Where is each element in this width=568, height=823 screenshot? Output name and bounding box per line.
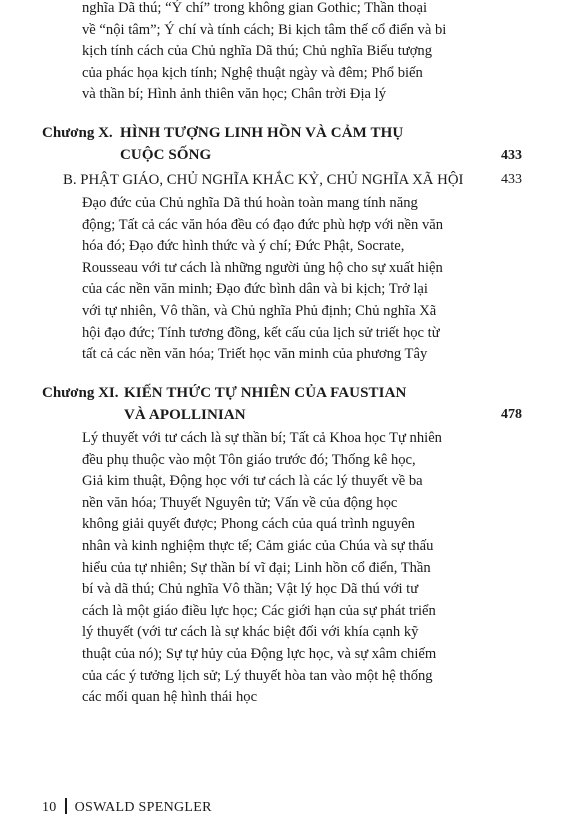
description-line: tất cả các nền văn hóa; Triết học văn minh của phương Tây <box>82 346 428 363</box>
description-line: hội đạo đức; Tính tương đồng, kết cấu của lịch sử triết học từ <box>82 324 440 341</box>
description-line: lý thuyết (với tư cách là sự khác biệt đối với khía cạnh kỹ <box>82 624 419 641</box>
description-line: hóa đó; Đạo đức hình thức và ý chí; Đức Phật, Socrate, <box>82 238 405 255</box>
description-line: nghĩa Dã thú; “Ý chí” trong không gian Gothic; Thần thoại <box>82 0 428 16</box>
description-line: không giải quyết được; Phong cách của quá trình nguyên <box>82 516 415 533</box>
chapter-xi-title-line2: VÀ APOLLINIAN <box>124 407 246 423</box>
footer-author: OSWALD SPENGLER <box>74 800 212 815</box>
chapter-x-title-line2: CUỘC SỐNG <box>120 147 212 163</box>
description-line: bí và dã thú; Chủ nghĩa Vô thần; Vật lý học Dã thú với tư <box>82 581 419 598</box>
description-line: thuật của nó); Sự tự hủy của Động lực học, và sự xâm chiếm <box>82 645 437 662</box>
toc-continuation-description <box>82 0 512 106</box>
page-footer <box>42 798 212 818</box>
footer-separator <box>65 798 67 814</box>
description-line: các mối quan hệ hình thái học <box>82 689 258 706</box>
description-line: và thần bí; Hình ảnh thiên văn học; Chân trời Địa lý <box>82 86 386 103</box>
description-line: kịch tính cách của Chủ nghĩa Dã thú; Chủ nghĩa Biểu tượng <box>82 43 433 60</box>
chapter-x-label: Chương X. <box>42 125 113 141</box>
description-line: nhân và kinh nghiệm thực tế; Cảm giác của Chúa và sự thấu <box>82 537 434 554</box>
description-line: Giả kim thuật, Động học với tư cách là các lý thuyết về ba <box>82 473 423 490</box>
description-line: nền văn hóa; Thuyết Nguyên tử; Vấn về của động học <box>82 494 398 511</box>
chapter-xi-description <box>82 428 512 709</box>
description-line: Lý thuyết với tư cách là sự thần bí; Tất cả Khoa học Tự nhiên <box>82 430 442 446</box>
chapter-xi-page-number: 478 <box>501 407 522 422</box>
footer-page-number: 10 <box>42 800 57 815</box>
section-b-page-number: 433 <box>501 172 522 187</box>
description-line: của các nền văn minh; Đạo đức bình dân và bi kịch; Trở lại <box>82 281 428 298</box>
description-line: với tự nhiên, Vô thần, và Chủ nghĩa Phủ định; Chủ nghĩa Xã <box>82 302 437 319</box>
chapter-x-page-number: 433 <box>501 148 522 163</box>
description-line: đều phụ thuộc vào một Tôn giáo trước đó; Thống kê học, <box>82 451 416 468</box>
section-b-description <box>82 193 512 366</box>
description-line: của các ý tưởng lịch sử; Lý thuyết hòa tan vào một hệ thống <box>82 667 433 684</box>
description-line: cách là một giáo điều lực học; Các giới hạn của sự phát triển <box>82 602 436 619</box>
chapter-xi-label: Chương XI. <box>42 385 119 401</box>
description-line: Đạo đức của Chủ nghĩa Dã thú hoàn toàn mang tính năng <box>82 195 418 211</box>
section-b-title: B. PHẬT GIÁO, CHỦ NGHĨA KHẮC KỶ, CHỦ NGHĨA XÃ HỘI <box>63 172 464 188</box>
description-line: hiểu của tự nhiên; Sự thần bí vĩ đại; Linh hồn cổ điển, Thần <box>82 559 431 576</box>
chapter-xi-title-line1: KIẾN THỨC TỰ NHIÊN CỦA FAUSTIAN <box>124 385 407 401</box>
chapter-x-title-line1: HÌNH TƯỢNG LINH HỒN VÀ CẢM THỤ <box>120 125 404 141</box>
description-line: của phác họa kịch tính; Nghệ thuật ngày và đêm; Phổ biến <box>82 64 423 81</box>
description-line: về “nội tâm”; Ý chí và tính cách; Bi kịch tâm thế cổ điển và bi <box>82 21 447 38</box>
description-line: Rousseau với tư cách là những người ủng hộ cho sự xuất hiện <box>82 259 443 276</box>
description-line: động; Tất cả các văn hóa đều có đạo đức phù hợp với nền văn <box>82 216 444 233</box>
